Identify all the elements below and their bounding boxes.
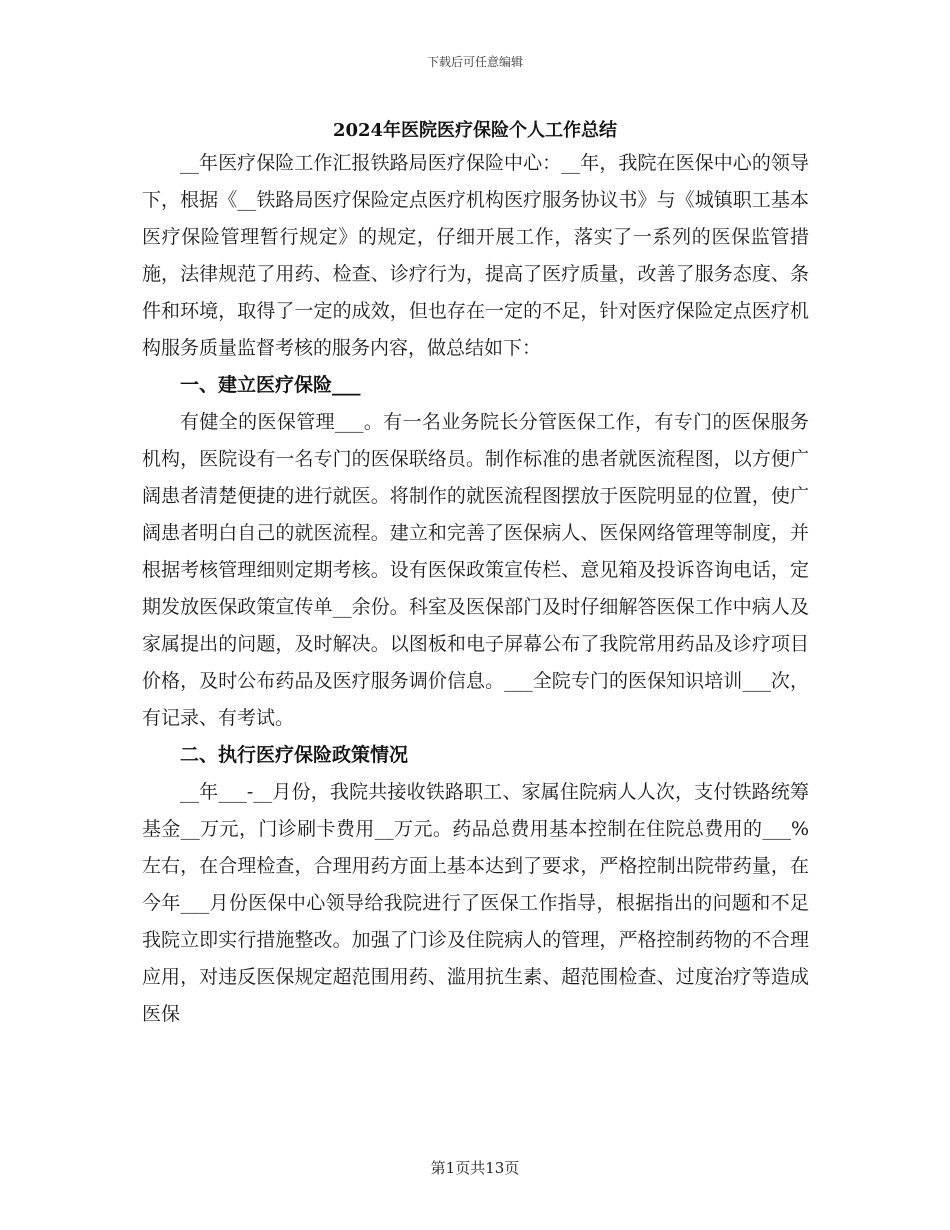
intro-paragraph: __年医疗保险工作汇报铁路局医疗保险中心：__年，我院在医保中心的领导下，根据《__铁路局医疗保险定点医疗机构医疗服务协议书》与《城镇职工基本医疗保险管理暂行规定》的规定，仔细开展工作，落实了一系列的医保监管措施，法律规范了用药、检查、诊疗行为，提高了医疗质量，改善了服务态度、条件和环境，取得了一定的成效，但也存在一定的不足，针对医疗保险定点医疗机构服务质量监督考核的服务内容，做总结如下： [142,152,809,359]
header-note: 下载后可任意编辑 [426,55,523,69]
document-title: 2024年医院医疗保险个人工作总结 [332,120,618,141]
page-number-footer: 第1页共13页 [430,1159,520,1177]
section-2-paragraph: __年___-__月份，我院共接收铁路职工、家属住院病人人次，支付铁路统筹基金__万元，门诊刷卡费用__万元。药品总费用基本控制在住院总费用的___%左右，在合理检查，合理用药方面上基本达到了要求，严格控制出院带药量，在今年___月份医保中心领导给我院进行了医保工作指导，根据指出的问题和不足我院立即实行措施整改。加强了门诊及住院病人的管理，严格控制药物的不合理应用，对违反医保规定超范围用药、滥用抗生素、超范围检查、过度治疗等造成医保 [142,781,809,1025]
section-2-heading: 二、执行医疗保险政策情况 [180,744,409,766]
section-1-heading: 一、建立医疗保险___ [180,374,361,396]
document-body [142,145,809,1033]
section-1-paragraph: 有健全的医保管理___。有一名业务院长分管医保工作，有专门的医保服务机构，医院设有一名专门的医保联络员。制作标准的患者就医流程图，以方便广阔患者清楚便捷的进行就医。将制作的就医流程图摆放于医院明显的位置，使广阔患者明白自己的就医流程。建立和完善了医保病人、医保网络管理等制度，并根据考核管理细则定期考核。设有医保政策宣传栏、意见箱及投诉咨询电话，定期发放医保政策宣传单__余份。科室及医保部门及时仔细解答医保工作中病人及家属提出的问题，及时解决。以图板和电子屏幕公布了我院常用药品及诊疗项目价格，及时公布药品及医疗服务调价信息。___全院专门的医保知识培训___次，有记录、有考试。 [142,411,809,729]
